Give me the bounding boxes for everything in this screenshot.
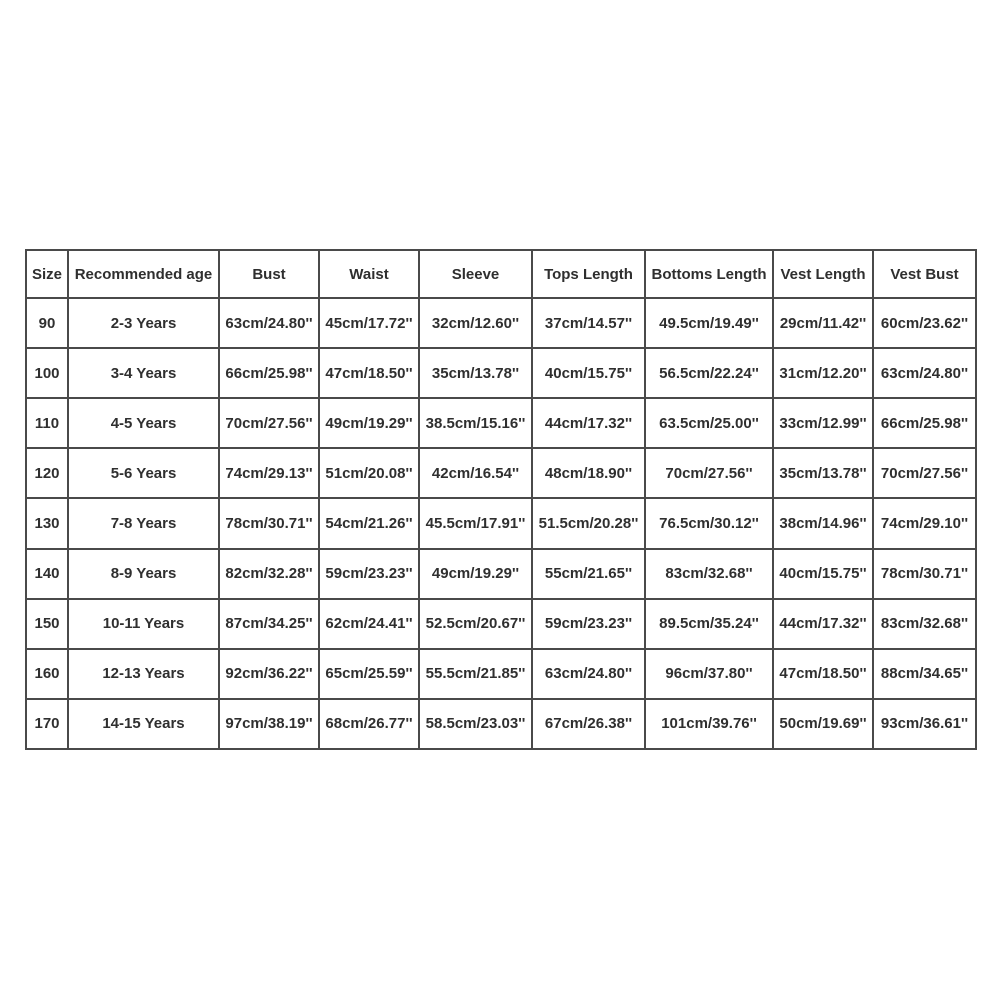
cell-vest-length: 33cm/12.99'' bbox=[773, 398, 873, 448]
cell-sleeve: 45.5cm/17.91'' bbox=[419, 498, 532, 548]
cell-size: 110 bbox=[26, 398, 68, 448]
cell-sleeve: 42cm/16.54'' bbox=[419, 448, 532, 498]
cell-bottoms-length: 101cm/39.76'' bbox=[645, 699, 773, 749]
cell-bust: 97cm/38.19'' bbox=[219, 699, 319, 749]
cell-vest-length: 44cm/17.32'' bbox=[773, 599, 873, 649]
size-chart-table bbox=[25, 249, 977, 750]
cell-vest-length: 50cm/19.69'' bbox=[773, 699, 873, 749]
cell-waist: 54cm/21.26'' bbox=[319, 498, 419, 548]
cell-bust: 63cm/24.80'' bbox=[219, 298, 319, 348]
header-bust: Bust bbox=[219, 250, 319, 298]
cell-sleeve: 55.5cm/21.85'' bbox=[419, 649, 532, 699]
cell-waist: 62cm/24.41'' bbox=[319, 599, 419, 649]
cell-bottoms-length: 63.5cm/25.00'' bbox=[645, 398, 773, 448]
cell-tops-length: 67cm/26.38'' bbox=[532, 699, 645, 749]
cell-vest-length: 40cm/15.75'' bbox=[773, 549, 873, 599]
cell-sleeve: 35cm/13.78'' bbox=[419, 348, 532, 398]
cell-recommended-age: 8-9 Years bbox=[68, 549, 219, 599]
cell-size: 120 bbox=[26, 448, 68, 498]
cell-vest-bust: 60cm/23.62'' bbox=[873, 298, 976, 348]
header-row bbox=[26, 250, 976, 298]
cell-vest-bust: 88cm/34.65'' bbox=[873, 649, 976, 699]
table-row bbox=[26, 298, 976, 348]
table-row bbox=[26, 498, 976, 548]
cell-recommended-age: 5-6 Years bbox=[68, 448, 219, 498]
cell-recommended-age: 2-3 Years bbox=[68, 298, 219, 348]
cell-waist: 51cm/20.08'' bbox=[319, 448, 419, 498]
cell-waist: 59cm/23.23'' bbox=[319, 549, 419, 599]
cell-bust: 92cm/36.22'' bbox=[219, 649, 319, 699]
header-vest-length: Vest Length bbox=[773, 250, 873, 298]
cell-bottoms-length: 70cm/27.56'' bbox=[645, 448, 773, 498]
cell-tops-length: 55cm/21.65'' bbox=[532, 549, 645, 599]
cell-vest-bust: 93cm/36.61'' bbox=[873, 699, 976, 749]
cell-recommended-age: 7-8 Years bbox=[68, 498, 219, 548]
cell-bottoms-length: 49.5cm/19.49'' bbox=[645, 298, 773, 348]
cell-size: 150 bbox=[26, 599, 68, 649]
cell-bust: 78cm/30.71'' bbox=[219, 498, 319, 548]
cell-vest-bust: 63cm/24.80'' bbox=[873, 348, 976, 398]
cell-bust: 70cm/27.56'' bbox=[219, 398, 319, 448]
table-row bbox=[26, 448, 976, 498]
cell-recommended-age: 3-4 Years bbox=[68, 348, 219, 398]
cell-vest-bust: 70cm/27.56'' bbox=[873, 448, 976, 498]
cell-bottoms-length: 96cm/37.80'' bbox=[645, 649, 773, 699]
cell-recommended-age: 12-13 Years bbox=[68, 649, 219, 699]
cell-bust: 87cm/34.25'' bbox=[219, 599, 319, 649]
cell-size: 100 bbox=[26, 348, 68, 398]
header-waist: Waist bbox=[319, 250, 419, 298]
cell-size: 130 bbox=[26, 498, 68, 548]
header-size: Size bbox=[26, 250, 68, 298]
cell-vest-length: 38cm/14.96'' bbox=[773, 498, 873, 548]
header-tops-length: Tops Length bbox=[532, 250, 645, 298]
header-sleeve: Sleeve bbox=[419, 250, 532, 298]
table-row bbox=[26, 398, 976, 448]
cell-sleeve: 52.5cm/20.67'' bbox=[419, 599, 532, 649]
cell-sleeve: 32cm/12.60'' bbox=[419, 298, 532, 348]
cell-size: 170 bbox=[26, 699, 68, 749]
cell-vest-bust: 74cm/29.10'' bbox=[873, 498, 976, 548]
cell-recommended-age: 14-15 Years bbox=[68, 699, 219, 749]
table-row bbox=[26, 649, 976, 699]
cell-waist: 49cm/19.29'' bbox=[319, 398, 419, 448]
cell-bust: 82cm/32.28'' bbox=[219, 549, 319, 599]
size-chart-body bbox=[26, 298, 976, 749]
cell-waist: 65cm/25.59'' bbox=[319, 649, 419, 699]
cell-vest-length: 35cm/13.78'' bbox=[773, 448, 873, 498]
cell-vest-bust: 66cm/25.98'' bbox=[873, 398, 976, 448]
table-row bbox=[26, 699, 976, 749]
cell-waist: 68cm/26.77'' bbox=[319, 699, 419, 749]
cell-bust: 74cm/29.13'' bbox=[219, 448, 319, 498]
cell-vest-length: 47cm/18.50'' bbox=[773, 649, 873, 699]
cell-sleeve: 49cm/19.29'' bbox=[419, 549, 532, 599]
cell-bottoms-length: 76.5cm/30.12'' bbox=[645, 498, 773, 548]
table-row bbox=[26, 599, 976, 649]
cell-size: 140 bbox=[26, 549, 68, 599]
cell-size: 160 bbox=[26, 649, 68, 699]
cell-bottoms-length: 83cm/32.68'' bbox=[645, 549, 773, 599]
cell-tops-length: 37cm/14.57'' bbox=[532, 298, 645, 348]
header-bottoms-length: Bottoms Length bbox=[645, 250, 773, 298]
cell-bottoms-length: 56.5cm/22.24'' bbox=[645, 348, 773, 398]
cell-waist: 45cm/17.72'' bbox=[319, 298, 419, 348]
cell-sleeve: 38.5cm/15.16'' bbox=[419, 398, 532, 448]
cell-size: 90 bbox=[26, 298, 68, 348]
cell-recommended-age: 10-11 Years bbox=[68, 599, 219, 649]
cell-tops-length: 51.5cm/20.28'' bbox=[532, 498, 645, 548]
cell-sleeve: 58.5cm/23.03'' bbox=[419, 699, 532, 749]
cell-tops-length: 40cm/15.75'' bbox=[532, 348, 645, 398]
cell-recommended-age: 4-5 Years bbox=[68, 398, 219, 448]
cell-tops-length: 48cm/18.90'' bbox=[532, 448, 645, 498]
size-chart-header bbox=[26, 250, 976, 298]
header-vest-bust: Vest Bust bbox=[873, 250, 976, 298]
table-row bbox=[26, 348, 976, 398]
cell-waist: 47cm/18.50'' bbox=[319, 348, 419, 398]
cell-vest-length: 29cm/11.42'' bbox=[773, 298, 873, 348]
cell-vest-length: 31cm/12.20'' bbox=[773, 348, 873, 398]
cell-vest-bust: 78cm/30.71'' bbox=[873, 549, 976, 599]
cell-tops-length: 63cm/24.80'' bbox=[532, 649, 645, 699]
cell-bust: 66cm/25.98'' bbox=[219, 348, 319, 398]
cell-tops-length: 44cm/17.32'' bbox=[532, 398, 645, 448]
cell-vest-bust: 83cm/32.68'' bbox=[873, 599, 976, 649]
table-row bbox=[26, 549, 976, 599]
cell-bottoms-length: 89.5cm/35.24'' bbox=[645, 599, 773, 649]
header-recommended-age: Recommended age bbox=[68, 250, 219, 298]
cell-tops-length: 59cm/23.23'' bbox=[532, 599, 645, 649]
